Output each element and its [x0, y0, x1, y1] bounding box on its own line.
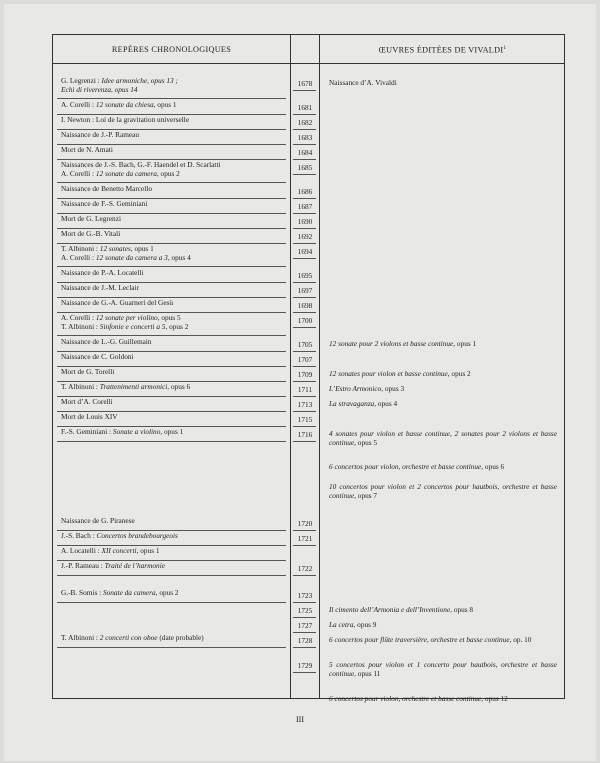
text-segment: T. Albinoni :	[61, 633, 100, 642]
year-cell: 1698	[297, 301, 313, 310]
text-segment: A. Corelli :	[61, 100, 96, 109]
chronology-entry	[61, 383, 190, 392]
year-rule	[293, 198, 316, 199]
year-cell: 1720	[297, 519, 313, 528]
year-cell: 1678	[297, 79, 313, 88]
text-segment: Naissance de G.-A. Guarneri del Gesù	[61, 298, 174, 307]
text-segment: , opus 1	[160, 427, 184, 436]
text-segment: A. Corelli :	[61, 168, 96, 178]
text-segment: J.-P. Rameau :	[61, 561, 105, 570]
text-segment: Mort de G.-B. Vitali	[61, 229, 121, 238]
page-number: III	[296, 715, 304, 724]
text-segment: Naissance de Benetto Marcello	[61, 184, 152, 193]
text-segment: 4 sonates pour violon et basse continue, 2 sonates pour 2 violons et basse continue	[329, 429, 557, 447]
text-segment: , opus 1	[130, 244, 154, 253]
header-right-text: ŒUVRES ÉDITÉES DE VIVALDI	[378, 45, 504, 55]
chronology-entry	[61, 517, 135, 526]
year-rule	[293, 312, 316, 313]
year-rule	[293, 327, 316, 328]
text-segment: G.-B. Somis :	[61, 588, 103, 597]
year-cell: 1695	[297, 271, 313, 280]
year-rule	[293, 159, 316, 160]
year-cell: 1711	[297, 385, 313, 394]
text-segment: F.-S. Geminiani :	[61, 427, 113, 436]
chronology-entry	[61, 562, 165, 571]
chronology-entry	[61, 634, 204, 643]
text-segment: Il cimento dell’Armonia e dell’Inventione	[329, 605, 451, 614]
book-page	[4, 4, 596, 761]
text-segment: 2 concerti con oboe	[99, 633, 158, 642]
year-cell: 1683	[297, 133, 313, 142]
text-segment: , opus 4	[374, 399, 398, 408]
vivaldi-work-entry	[329, 385, 404, 394]
year-cell: 1713	[297, 400, 313, 409]
chronology-entry	[61, 314, 188, 331]
row-rule	[57, 575, 286, 576]
text-segment: Sonate a violino	[112, 427, 161, 436]
text-segment: Traité de l’harmonie	[104, 561, 165, 570]
text-segment: , opus 2	[447, 369, 471, 378]
year-cell: 1687	[297, 202, 313, 211]
vivaldi-work-entry	[329, 483, 557, 500]
chronology-entry	[61, 368, 114, 377]
text-segment: Mort de N. Amati	[61, 145, 113, 154]
text-segment: 6 concertos pour violon, orchestre et basse continue	[329, 694, 482, 703]
text-segment: XII concerti	[101, 546, 137, 555]
text-segment: T. Albinoni :	[61, 321, 100, 331]
text-segment: A. Corelli :	[61, 252, 96, 262]
text-segment: T. Albinoni :	[61, 244, 100, 253]
year-cell: 1721	[297, 534, 313, 543]
year-cell: 1694	[297, 247, 313, 256]
chronology-entry	[61, 532, 178, 541]
year-rule	[293, 174, 316, 175]
year-rule	[293, 441, 316, 442]
chronology-entry	[61, 398, 113, 407]
year-rule	[293, 144, 316, 145]
text-segment: , opus 5	[354, 437, 378, 447]
text-segment: La stravaganza	[329, 399, 375, 408]
text-segment: , opus 3	[381, 384, 405, 393]
year-cell: 1727	[297, 621, 313, 630]
header-rule	[53, 63, 564, 64]
chronology-entry	[61, 299, 173, 308]
year-cell: 1715	[297, 415, 313, 424]
year-cell: 1723	[297, 591, 313, 600]
text-segment: , opus 9	[353, 620, 377, 629]
chronology-entry	[61, 589, 179, 598]
text-segment: , opus 2	[155, 588, 179, 597]
text-segment: , opus 11	[354, 668, 381, 678]
year-cell: 1686	[297, 187, 313, 196]
year-rule	[293, 672, 316, 673]
year-rule	[293, 602, 316, 603]
year-cell: 1716	[297, 430, 313, 439]
year-cell: 1728	[297, 636, 313, 645]
year-rule	[293, 411, 316, 412]
year-cell: 1692	[297, 232, 313, 241]
year-rule	[293, 351, 316, 352]
chronology-entry	[61, 116, 189, 125]
year-cell: 1705	[297, 340, 313, 349]
row-rule	[57, 441, 286, 442]
row-rule	[57, 602, 286, 603]
chronology-entry	[61, 230, 120, 239]
text-segment: Mort d’A. Corelli	[61, 397, 113, 406]
year-rule	[293, 282, 316, 283]
text-segment: 6 concertos pour flûte traversière, orchestre et basse continue	[329, 635, 510, 644]
chronology-entry	[61, 215, 121, 224]
year-cell: 1729	[297, 661, 313, 670]
vivaldi-work-entry	[329, 606, 473, 615]
text-segment: Naissances de J.-S. Bach, G.-F. Haendel et D. Scarlatti	[61, 160, 221, 169]
year-rule	[293, 114, 316, 115]
footnote-mark: 1	[503, 45, 507, 51]
text-segment: Naissance de J.-M. Leclair	[61, 283, 140, 292]
text-segment: 12 sonates	[99, 244, 131, 253]
text-segment: 12 sonate da camera a 3	[95, 252, 168, 262]
text-segment: Naissance de J.-P. Rameau	[61, 130, 140, 139]
text-segment: L’Estro Armonico	[329, 384, 382, 393]
text-segment: Sonate da camera	[102, 588, 156, 597]
year-cell: 1725	[297, 606, 313, 615]
year-rule	[293, 396, 316, 397]
text-segment: , opus 1	[136, 546, 160, 555]
text-segment: , opus 7	[354, 490, 378, 500]
text-segment: Echi di riverenza, opus 14	[61, 84, 138, 94]
vivaldi-work-entry	[329, 661, 557, 678]
chronology-entry	[61, 284, 139, 293]
text-segment: Naissance de C. Goldoni	[61, 352, 134, 361]
column-divider-right	[319, 35, 320, 698]
chronology-entry	[61, 428, 183, 437]
year-rule	[293, 632, 316, 633]
vivaldi-work-entry	[329, 79, 397, 88]
year-cell: 1690	[297, 217, 313, 226]
text-segment: Naissance de F.-S. Geminiani	[61, 199, 148, 208]
header-left-text: REPÈRES CHRONOLOGIQUES	[111, 45, 232, 54]
year-cell: 1681	[297, 103, 313, 112]
text-segment: Naissance de G. Piranese	[61, 516, 135, 525]
year-rule	[293, 213, 316, 214]
year-rule	[293, 647, 316, 648]
header-right	[319, 45, 566, 55]
year-cell: 1685	[297, 163, 313, 172]
chronology-entry	[61, 131, 139, 140]
year-rule	[293, 545, 316, 546]
text-segment: Mort de G. Legrenzi	[61, 214, 121, 223]
year-cell: 1707	[297, 355, 313, 364]
vivaldi-work-entry	[329, 340, 476, 349]
vivaldi-work-entry	[329, 400, 397, 409]
chronology-entry	[61, 245, 191, 262]
chronology-entry	[61, 161, 221, 178]
text-segment: Sinfonie e concerti a 5	[99, 321, 166, 331]
year-rule	[293, 129, 316, 130]
chronology-entry	[61, 146, 113, 155]
text-segment: , opus 4	[167, 252, 191, 262]
text-segment: Mort de G. Torelli	[61, 367, 115, 376]
vivaldi-work-entry	[329, 636, 557, 645]
text-segment: , opus 5	[157, 313, 181, 322]
year-rule	[293, 228, 316, 229]
row-rule	[57, 647, 286, 648]
year-cell: 1684	[297, 148, 313, 157]
chronology-entry	[61, 101, 177, 110]
text-segment: 10 concertos pour violon et 2 concertos pour hautbois, orchestre et basse continue	[329, 482, 557, 500]
text-segment: , opus 6	[481, 462, 505, 471]
chronology-entry	[61, 547, 160, 556]
year-rule	[293, 297, 316, 298]
year-rule	[293, 366, 316, 367]
year-cell: 1700	[297, 316, 313, 325]
chronology-entry	[61, 77, 178, 94]
year-cell: 1697	[297, 286, 313, 295]
year-rule	[293, 617, 316, 618]
text-segment: Concertos brandebourgeois	[96, 531, 178, 540]
year-rule	[293, 258, 316, 259]
text-segment: 12 sonate pour 2 violons et basse continue	[329, 339, 454, 348]
text-segment: T. Albinoni :	[61, 382, 100, 391]
text-segment: , opus 2	[165, 321, 189, 331]
year-rule	[293, 530, 316, 531]
vivaldi-work-entry	[329, 370, 471, 379]
text-segment: J.-S. Bach :	[61, 531, 97, 540]
header-left	[53, 45, 290, 54]
year-rule	[293, 575, 316, 576]
text-segment: 12 sonates pour violon et basse continue	[329, 369, 448, 378]
text-segment: , opus 2	[156, 168, 180, 178]
text-segment: Naissance d’A. Vivaldi	[329, 78, 397, 87]
text-segment: 6 concertos pour violon, orchestre et basse continue	[329, 462, 482, 471]
text-segment: , opus 1	[453, 339, 477, 348]
chronology-table	[52, 34, 565, 703]
column-divider-left	[290, 35, 291, 698]
text-segment: (date probable)	[157, 633, 204, 642]
vivaldi-work-entry	[329, 463, 504, 472]
chronology-entry	[61, 338, 152, 347]
year-rule	[293, 381, 316, 382]
text-segment: , opus 6	[167, 382, 191, 391]
vivaldi-work-entry	[329, 695, 508, 704]
text-segment: A. Locatelli :	[61, 546, 102, 555]
text-segment: , opus 1	[153, 100, 177, 109]
year-cell: 1722	[297, 564, 313, 573]
text-segment: A. Corelli :	[61, 313, 96, 322]
text-segment: , opus 8	[450, 605, 474, 614]
year-cell: 1709	[297, 370, 313, 379]
chronology-entry	[61, 413, 118, 422]
text-segment: Trattenimenti armonici	[99, 382, 168, 391]
text-segment: La cetra	[329, 620, 354, 629]
year-rule	[293, 243, 316, 244]
text-segment: 12 sonate da camera	[95, 168, 157, 178]
year-cell: 1682	[297, 118, 313, 127]
text-segment: Idee armoniche, opus 13 ;	[101, 76, 178, 85]
text-segment: Mort de Louis XIV	[61, 412, 118, 421]
vivaldi-work-entry	[329, 430, 557, 447]
chronology-entry	[61, 200, 147, 209]
text-segment: Naissance de L.-G. Guillemain	[61, 337, 152, 346]
text-segment: , opus 12	[481, 694, 508, 703]
text-segment: Naissance de P.-A. Locatelli	[61, 268, 144, 277]
text-segment: 5 concertos pour violon et 1 concerto pour hautbois, orchestre et basse continue	[329, 660, 557, 678]
chronology-entry	[61, 269, 143, 278]
chronology-entry	[61, 185, 152, 194]
text-segment: G. Legrenzi :	[61, 76, 102, 85]
chronology-entry	[61, 353, 134, 362]
text-segment: 12 sonate per violino	[95, 313, 158, 322]
vivaldi-work-entry	[329, 621, 376, 630]
year-rule	[293, 426, 316, 427]
year-rule	[293, 90, 316, 91]
text-segment: I. Newton : Loi de la gravitation universelle	[61, 115, 190, 124]
text-segment: , op. 10	[509, 635, 532, 644]
text-segment: 12 sonate da chiesa	[95, 100, 154, 109]
